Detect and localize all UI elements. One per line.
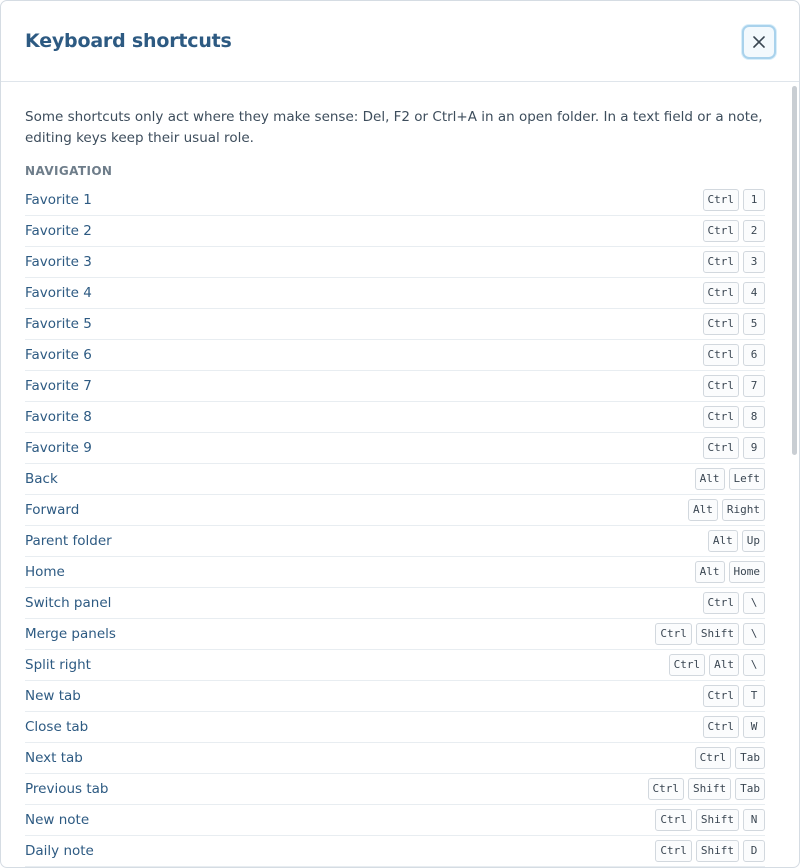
dialog-body[interactable] <box>1 82 799 867</box>
shortcut-label: Home <box>25 564 65 580</box>
dialog-title: Keyboard shortcuts <box>25 30 232 52</box>
key-cap: Ctrl <box>648 778 685 800</box>
key-cap: Ctrl <box>703 313 740 335</box>
key-cap: 3 <box>743 251 765 273</box>
shortcut-keys <box>708 530 765 552</box>
key-cap: Ctrl <box>703 437 740 459</box>
key-cap: Alt <box>709 654 739 676</box>
shortcut-keys <box>703 282 766 304</box>
shortcut-row <box>25 805 765 836</box>
shortcut-row <box>25 371 765 402</box>
key-cap: Ctrl <box>703 406 740 428</box>
key-cap: 5 <box>743 313 765 335</box>
key-cap: Ctrl <box>655 623 692 645</box>
shortcut-label: Favorite 2 <box>25 223 92 239</box>
key-cap: Ctrl <box>655 840 692 862</box>
shortcut-label: New note <box>25 812 90 828</box>
shortcut-keys <box>703 685 766 707</box>
scrollbar-thumb[interactable] <box>792 86 797 455</box>
key-cap: Right <box>722 499 765 521</box>
shortcut-keys <box>655 840 765 862</box>
key-cap: 6 <box>743 344 765 366</box>
shortcut-keys <box>703 375 766 397</box>
key-cap: Ctrl <box>669 654 706 676</box>
shortcut-row <box>25 743 765 774</box>
key-cap: 1 <box>743 189 765 211</box>
shortcut-row <box>25 433 765 464</box>
shortcut-row <box>25 836 765 867</box>
shortcut-row <box>25 557 765 588</box>
key-cap: Tab <box>735 747 765 769</box>
shortcut-keys <box>695 747 765 769</box>
shortcut-label: Previous tab <box>25 781 109 797</box>
shortcut-row <box>25 216 765 247</box>
key-cap: Ctrl <box>703 282 740 304</box>
close-button[interactable] <box>742 25 776 59</box>
shortcut-row <box>25 650 765 681</box>
key-cap: Home <box>729 561 766 583</box>
key-cap: Up <box>742 530 765 552</box>
shortcut-label: New tab <box>25 688 81 704</box>
shortcut-keys <box>669 654 765 676</box>
shortcut-label: Favorite 1 <box>25 192 92 208</box>
section-title: NAVIGATION <box>25 164 113 178</box>
shortcut-keys <box>703 592 766 614</box>
shortcut-row <box>25 526 765 557</box>
shortcut-row <box>25 619 765 650</box>
shortcut-keys <box>703 716 766 738</box>
shortcut-row <box>25 464 765 495</box>
shortcut-row <box>25 185 765 216</box>
key-cap: Ctrl <box>703 592 740 614</box>
shortcut-label: Favorite 7 <box>25 378 92 394</box>
shortcut-keys <box>703 344 766 366</box>
key-cap: 2 <box>743 220 765 242</box>
key-cap: Ctrl <box>703 189 740 211</box>
key-cap: Left <box>729 468 766 490</box>
shortcut-label: Favorite 4 <box>25 285 92 301</box>
key-cap: W <box>743 716 765 738</box>
shortcut-keys <box>703 406 766 428</box>
key-cap: Alt <box>695 468 725 490</box>
key-cap: Ctrl <box>695 747 732 769</box>
key-cap: \ <box>743 623 765 645</box>
key-cap: Ctrl <box>703 375 740 397</box>
shortcut-label: Favorite 6 <box>25 347 92 363</box>
key-cap: Shift <box>696 623 739 645</box>
key-cap: 8 <box>743 406 765 428</box>
shortcut-keys <box>648 778 766 800</box>
shortcut-row <box>25 402 765 433</box>
shortcut-row <box>25 588 765 619</box>
shortcut-label: Switch panel <box>25 595 112 611</box>
key-cap: T <box>743 685 765 707</box>
shortcut-keys <box>703 437 766 459</box>
shortcut-label: Favorite 5 <box>25 316 92 332</box>
key-cap: Ctrl <box>703 251 740 273</box>
key-cap: \ <box>743 654 765 676</box>
shortcut-label: Next tab <box>25 750 83 766</box>
key-cap: Alt <box>688 499 718 521</box>
shortcut-sections <box>25 164 765 867</box>
shortcut-label: Merge panels <box>25 626 116 642</box>
key-cap: 9 <box>743 437 765 459</box>
key-cap: Ctrl <box>703 344 740 366</box>
shortcut-row <box>25 495 765 526</box>
shortcut-row <box>25 774 765 805</box>
key-cap: Shift <box>696 809 739 831</box>
shortcut-row <box>25 278 765 309</box>
shortcut-label: Split right <box>25 657 91 673</box>
shortcut-label: Daily note <box>25 843 94 859</box>
shortcut-label: Forward <box>25 502 80 518</box>
key-cap: Ctrl <box>703 685 740 707</box>
intro-text: Some shortcuts only act where they make sense: Del, F2 or Ctrl+A in an open folder. In a text field or a note, editing keys keep their usual role. <box>25 109 763 146</box>
shortcut-row <box>25 712 765 743</box>
key-cap: \ <box>743 592 765 614</box>
shortcut-label: Close tab <box>25 719 89 735</box>
shortcut-row <box>25 681 765 712</box>
shortcut-keys <box>695 468 765 490</box>
shortcut-row <box>25 309 765 340</box>
shortcut-row <box>25 340 765 371</box>
shortcut-label: Back <box>25 471 58 487</box>
key-cap: 7 <box>743 375 765 397</box>
key-cap: Alt <box>708 530 738 552</box>
key-cap: Ctrl <box>655 809 692 831</box>
key-cap: Shift <box>696 840 739 862</box>
shortcut-keys <box>703 189 766 211</box>
shortcut-keys <box>703 220 766 242</box>
shortcut-keys <box>688 499 765 521</box>
dialog-header <box>1 1 799 82</box>
key-cap: Alt <box>695 561 725 583</box>
shortcut-keys <box>655 809 765 831</box>
key-cap: Ctrl <box>703 716 740 738</box>
key-cap: 4 <box>743 282 765 304</box>
shortcut-keys <box>655 623 765 645</box>
close-icon <box>752 35 766 49</box>
shortcut-label: Favorite 9 <box>25 440 92 456</box>
shortcut-label: Favorite 8 <box>25 409 92 425</box>
shortcut-keys <box>703 313 766 335</box>
shortcut-keys <box>703 251 766 273</box>
shortcut-label: Favorite 3 <box>25 254 92 270</box>
shortcut-row <box>25 247 765 278</box>
key-cap: N <box>743 809 765 831</box>
shortcut-label: Parent folder <box>25 533 112 549</box>
key-cap: Shift <box>688 778 731 800</box>
key-cap: Ctrl <box>703 220 740 242</box>
key-cap: D <box>743 840 765 862</box>
shortcut-keys <box>695 561 765 583</box>
key-cap: Tab <box>735 778 765 800</box>
